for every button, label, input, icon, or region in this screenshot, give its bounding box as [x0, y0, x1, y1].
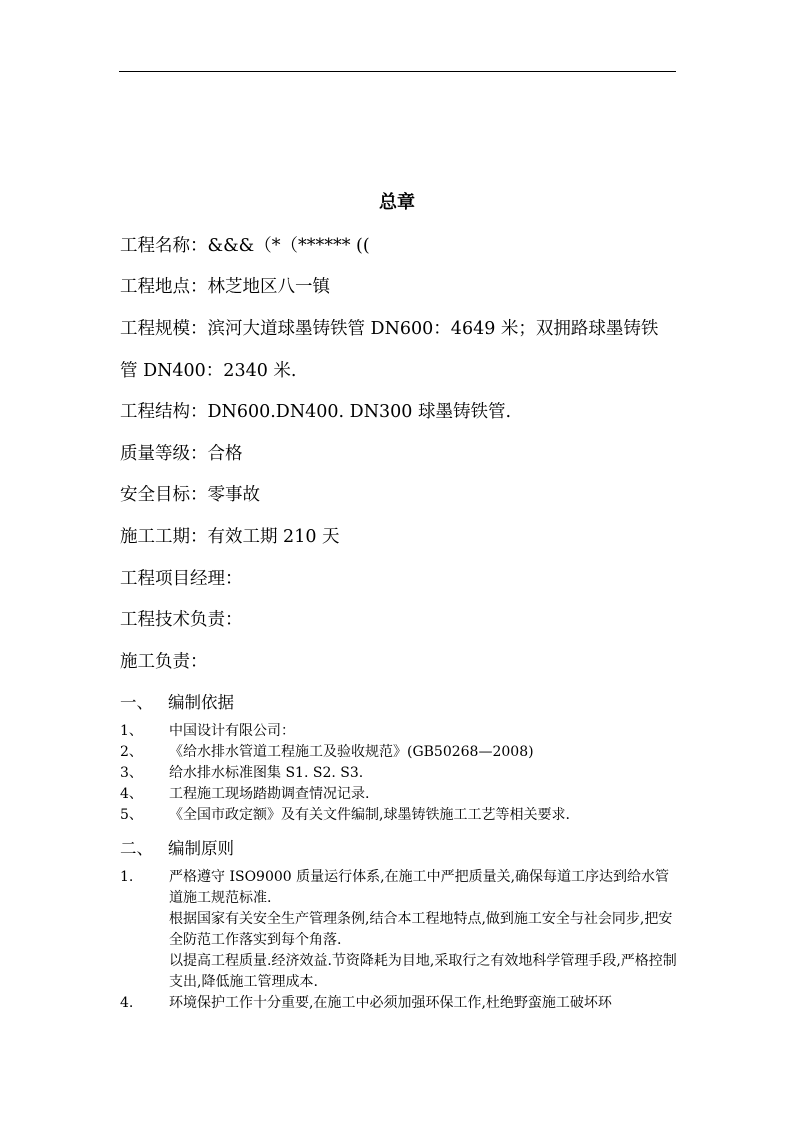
section-number: 二、	[120, 839, 153, 858]
section-heading-principles	[120, 835, 234, 859]
item-text: 环境保护工作十分重要,在施工中必须加强环保工作,杜绝野蛮施工破坏环	[169, 995, 612, 1011]
item-number: 5、	[120, 807, 143, 823]
field-project-structure: 工程结构：DN600.DN400. DN300 球墨铸铁管.	[120, 402, 512, 422]
principle-paragraph: 以提高工程质量.经济效益.节资降耗为目地,采取行之有效地科学管理手段,严格控制支出,降低施工管理成本.	[169, 953, 677, 990]
item-text: 《给水排水管道工程施工及验收规范》(GB50268—2008)	[169, 744, 534, 760]
field-project-scale-cont: 管 DN400：2340 米.	[120, 361, 297, 381]
item-text: 中国设计有限公司：	[169, 723, 295, 739]
item-text: 工程施工现场踏勘调查情况记录.	[169, 786, 370, 802]
field-quality-level: 质量等级：合格	[120, 444, 243, 464]
item-number: 3、	[120, 765, 143, 781]
field-project-scale: 工程规模：滨河大道球墨铸铁管 DN600：4649 米；双拥路球墨铸铁	[120, 319, 659, 339]
field-project-name: 工程名称：&&&（*（****** ((	[120, 236, 370, 256]
item-number: 1.	[120, 869, 134, 885]
page-title: 总章	[379, 192, 415, 213]
section-number: 一、	[120, 693, 153, 712]
field-construction-lead: 施工负责：	[120, 652, 208, 672]
field-construction-period: 施工工期：有效工期 210 天	[120, 527, 340, 547]
section-title: 编制依据	[168, 693, 234, 712]
field-safety-target: 安全目标：零事故	[120, 485, 260, 505]
principle-paragraph: 根据国家有关安全生产管理条例,结合本工程地特点,做到施工安全与社会同步,把安全防范工作落实到每个角落.	[169, 911, 673, 948]
field-project-location: 工程地点：林芝地区八一镇	[120, 277, 330, 297]
item-number: 1、	[120, 723, 143, 739]
field-project-manager: 工程项目经理：	[120, 569, 243, 589]
item-number: 4、	[120, 786, 143, 802]
section-title: 编制原则	[168, 839, 234, 858]
item-text: 《全国市政定额》及有关文件编制,球墨铸铁施工工艺等相关要求.	[169, 807, 570, 823]
item-text: 给水排水标准图集 S1. S2. S3.	[169, 765, 364, 781]
item-text: 严格遵守 ISO9000 质量运行体系,在施工中严把质量关,确保每道工序达到给水管道施工规范标准.	[169, 869, 670, 906]
field-technical-lead: 工程技术负责：	[120, 610, 243, 630]
item-number: 2、	[120, 744, 143, 760]
section-heading-basis	[120, 689, 234, 713]
header-rule	[119, 71, 676, 72]
item-number: 4.	[120, 995, 134, 1011]
